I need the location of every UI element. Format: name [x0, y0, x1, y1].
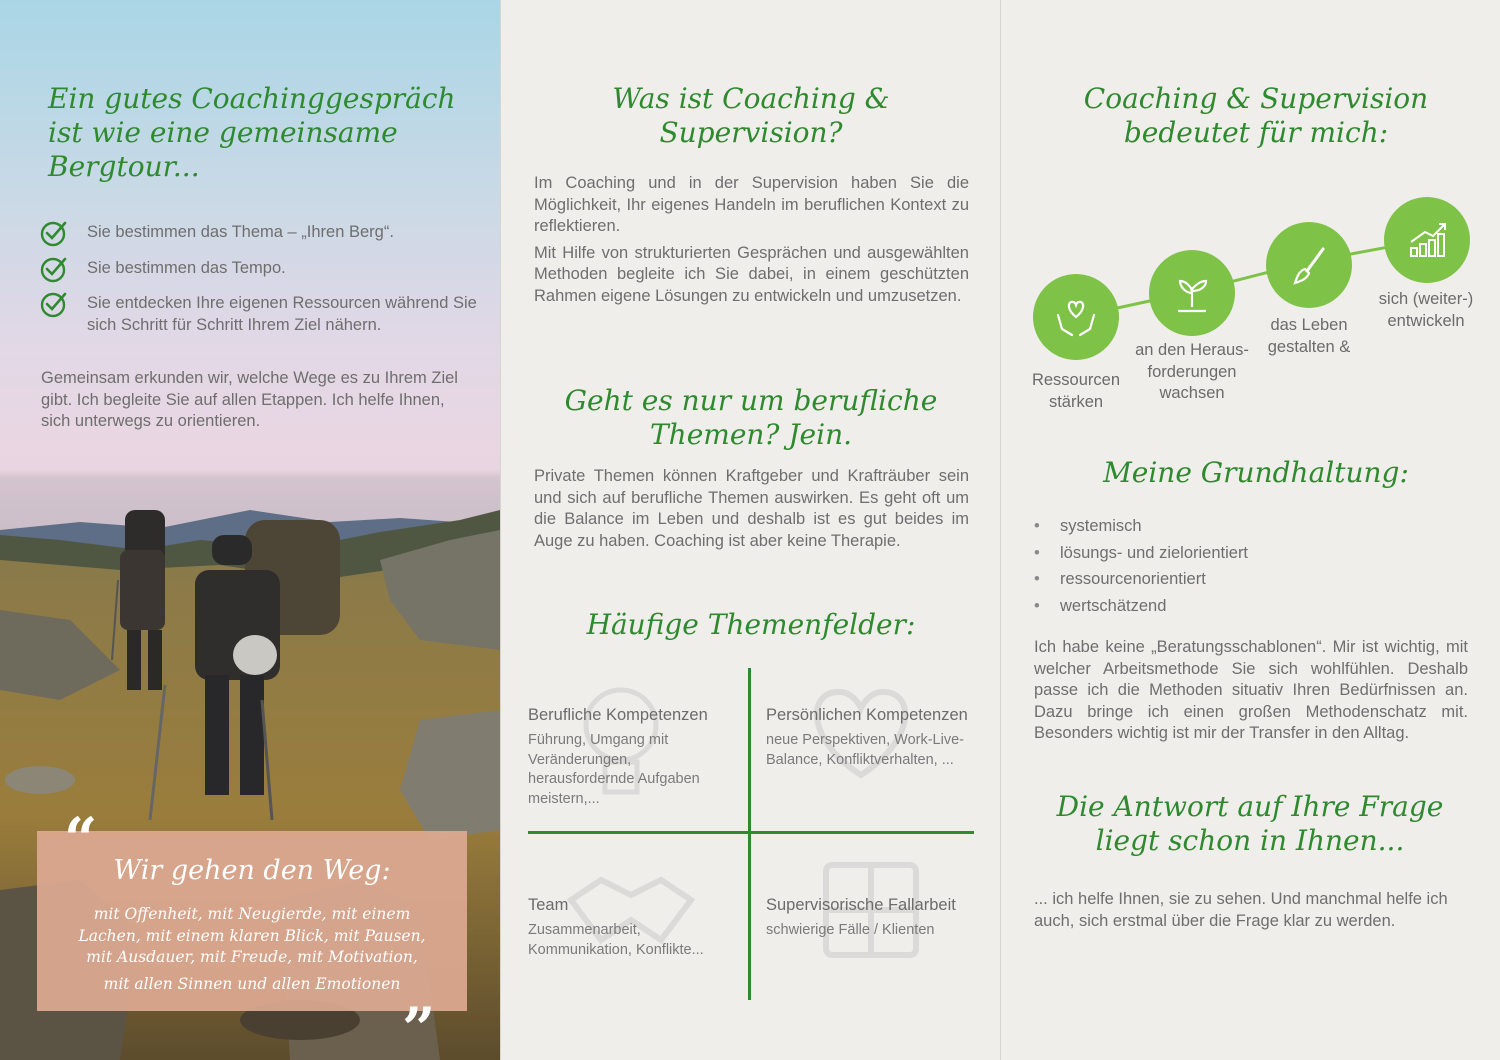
attitude-list — [1034, 516, 1248, 622]
paragraph-closing: ... ich helfe Ihnen, sie zu sehen. Und manchmal helfe ich auch, sich erstmal über die Frage klar zu werden. — [1034, 890, 1448, 930]
quote-title: Wir gehen den Weg: — [113, 855, 391, 886]
checklist-item — [40, 222, 490, 244]
attitude-item: • wertschätzend — [1034, 596, 1248, 618]
step-label-line: sich (weiter-) — [1378, 290, 1474, 308]
check-circle-icon — [40, 290, 68, 318]
step-label — [1122, 340, 1262, 405]
panel1-title: Ein gutes Coachinggespräch ist wie eine gemeinsame Bergtour... — [48, 82, 456, 183]
paragraph-private-topics: Private Themen können Kraftgeber und Krafträuber sein und sich auf berufliche Themen auswirken. Es geht oft um die Balance im Leben und deshalb ist es gut beides im Auge zu haben. Coaching ist aber keine Therapie. — [534, 467, 969, 550]
topic-field — [528, 706, 738, 809]
check-circle-icon — [40, 219, 68, 247]
attitude-item: • ressourcenorientiert — [1034, 569, 1248, 591]
growth-chart-icon — [1403, 216, 1451, 264]
topic-field-text: schwierige Fälle / Klienten — [766, 922, 935, 938]
attitude-item: • lösungs- und zielorientiert — [1034, 543, 1248, 565]
heading-only-work-topics: Geht es nur um berufliche Themen? Jein. — [564, 384, 938, 451]
step-label-line: forderungen — [1147, 362, 1237, 381]
step-circle — [1149, 250, 1235, 336]
plant-icon — [1168, 269, 1216, 317]
heading-topic-fields: Häufige Themenfelder: — [586, 608, 916, 641]
quote-close-mark: ” — [402, 995, 436, 1060]
quote-box — [37, 831, 467, 1011]
paragraph-part: Mit Hilfe von strukturierten Gesprächen und ausgewählten Methoden begleite ich Sie dabei, in einem geschützten Rahmen eigene Lösungen zu entwickeln und umzusetzen. — [534, 243, 969, 305]
heading-meaning: Coaching & Supervision bedeutet für mich: — [1083, 82, 1429, 149]
quote-open-mark: “ — [64, 805, 98, 873]
paintbrush-icon — [1285, 241, 1333, 289]
quote-line: Lachen, mit einem klaren Blick, mit Pausen, — [78, 926, 426, 945]
topic-field — [766, 896, 981, 941]
paragraph-methods: Ich habe keine „Beratungsschablonen“. Mir ist wichtig, mit welcher Arbeitsmethode Sie sich wohlfühlen. Deshalb passe ich die Methoden situativ Ihren Bedürfnissen an. Dazu bringe ich einen großen Methodenschatz mit. Besonders wichtig ist mir der Transfer in den Alltag. — [1034, 638, 1468, 742]
step-circle — [1033, 274, 1119, 360]
step-label — [1361, 289, 1491, 332]
topic-field — [528, 896, 728, 960]
step-label — [1244, 315, 1374, 358]
paragraph-what-is-coaching — [534, 173, 969, 307]
topic-field-title: Supervisorische Fallarbeit — [766, 896, 956, 914]
checklist-text: Sie bestimmen das Tempo. — [87, 258, 286, 277]
step-label-line: gestalten & — [1267, 337, 1351, 356]
topic-field-title: Team — [528, 896, 569, 914]
heading-what-is-coaching: Was ist Coaching & Supervision? — [612, 82, 890, 149]
step-label-line: Ressourcen — [1031, 371, 1121, 389]
step-circle — [1266, 222, 1352, 308]
paragraph-part: Im Coaching und in der Supervision haben Sie die Möglichkeit, Ihr eigenes Handeln im beruflichen Kontext zu reflektieren. — [534, 174, 969, 235]
topic-grid-vertical-line — [748, 668, 751, 1000]
step-label-line: an den Heraus- — [1135, 341, 1249, 359]
quote-text — [67, 904, 437, 995]
checklist-item — [40, 293, 490, 336]
panel-mountain-tour — [0, 0, 500, 1060]
checklist — [40, 222, 490, 350]
step-label-line: stärken — [1048, 392, 1104, 411]
topic-field-text: Zusammenarbeit, Kommunikation, Konflikte... — [528, 922, 704, 958]
check-circle-icon — [40, 255, 68, 283]
quote-line: mit Ausdauer, mit Freude, mit Motivation, — [86, 948, 418, 966]
topic-field-text: Führung, Umgang mit Veränderungen, herausfordernde Aufgaben meistern,... — [528, 732, 700, 807]
step-label-line: das Leben — [1270, 316, 1348, 334]
step-label-line: wachsen — [1159, 384, 1225, 402]
hands-heart-icon — [1052, 293, 1100, 341]
panel1-intro: Gemeinsam erkunden wir, welche Wege es zu Ihrem Ziel gibt. Ich begleite Sie auf allen Etappen. Ich helfe Ihnen, sich unterwegs zu orientieren. — [41, 369, 458, 430]
topic-grid-horizontal-line — [528, 831, 974, 834]
step-label-line: entwickeln — [1387, 311, 1465, 330]
quote-line: mit Offenheit, mit Neugierde, mit einem — [93, 905, 411, 923]
panel-coaching-info — [500, 0, 1000, 1060]
topic-field — [766, 706, 981, 770]
checklist-text: Sie entdecken Ihre eigenen Ressourcen während Sie sich Schritt für Schritt Ihrem Ziel nähern. — [87, 294, 477, 334]
attitude-item: • systemisch — [1034, 516, 1248, 538]
heading-answer: Die Antwort auf Ihre Frage liegt schon in Ihnen... — [1056, 790, 1444, 857]
step-circle — [1384, 197, 1470, 283]
heading-attitude: Meine Grundhaltung: — [1103, 456, 1409, 489]
checklist-text: Sie bestimmen das Thema – „Ihren Berg“. — [87, 223, 394, 241]
quote-line: mit allen Sinnen und allen Emotionen — [103, 974, 401, 993]
topic-field-text: neue Perspektiven, Work-Live-Balance, Konfliktverhalten, ... — [766, 732, 964, 768]
topic-field-title: Berufliche Kompetenzen — [528, 706, 708, 724]
topic-field-title: Persönlichen Kompetenzen — [766, 706, 968, 724]
checklist-item — [40, 258, 490, 280]
